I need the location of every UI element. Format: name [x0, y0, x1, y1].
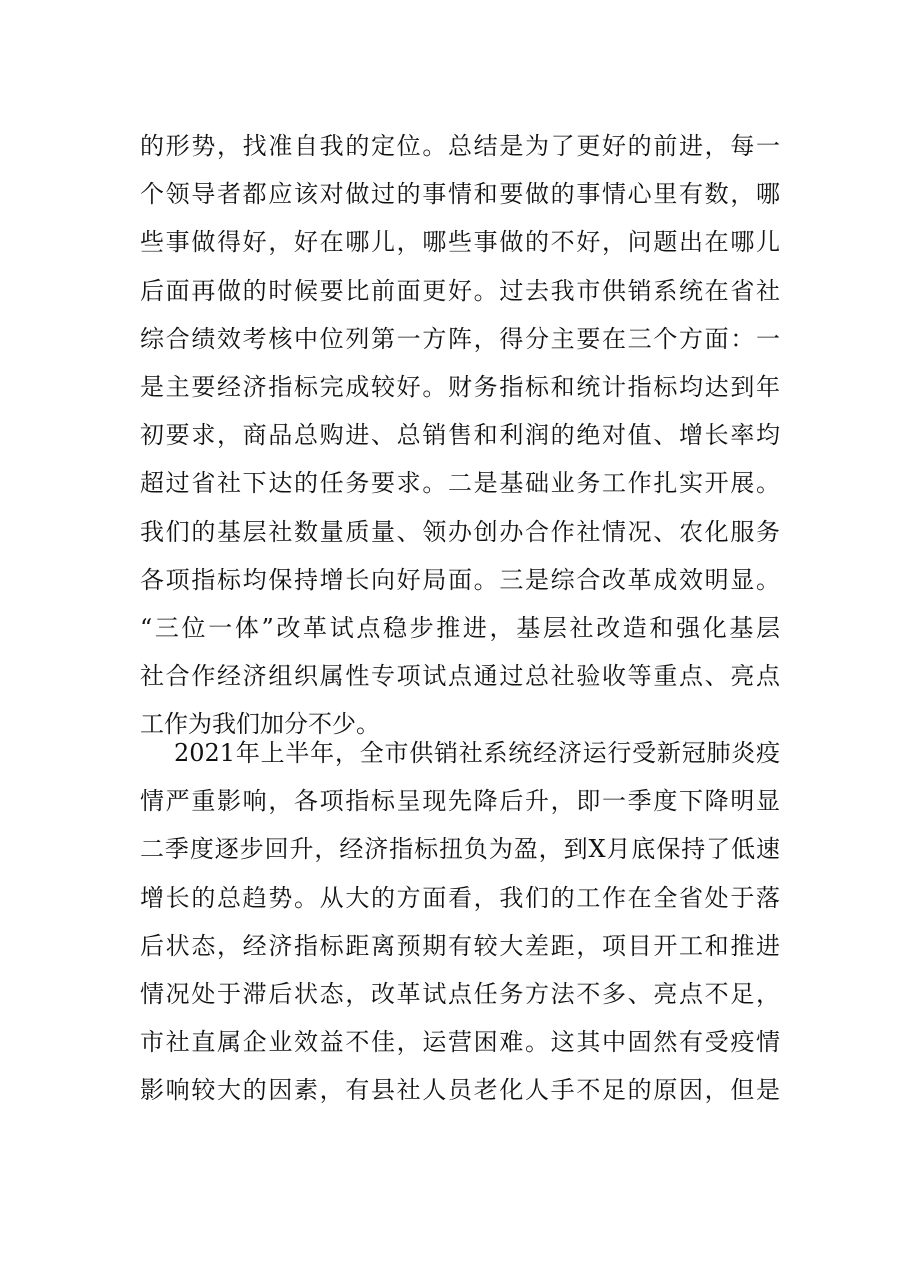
text-line: 工作为我们加分不少。 — [140, 710, 380, 739]
text-line: 市社直属企业效益不佳，运营困难。这其中固然有受疫情 — [140, 1028, 780, 1057]
text-line: 是主要经济指标完成较好。财务指标和统计指标均达到年 — [140, 372, 780, 401]
text-line: 2021年上半年，全市供销社系统经济运行受新冠肺炎疫 — [174, 739, 780, 767]
paragraph-2 — [140, 729, 780, 1115]
text-line: 社合作经济组织属性专项试点通过总社验收等重点、亮点 — [140, 662, 780, 691]
text-line: 影响较大的因素，有县社人员老化人手不足的原因，但是 — [140, 1076, 780, 1105]
text-line: 综合绩效考核中位列第一方阵，得分主要在三个方面：一 — [140, 324, 780, 353]
text-line: 超过省社下达的任务要求。二是基础业务工作扎实开展。 — [140, 469, 780, 498]
paragraph-1 — [140, 122, 780, 748]
text-line: 我们的基层社数量质量、领办创办合作社情况、农化服务 — [140, 517, 780, 546]
text-line: 个领导者都应该对做过的事情和要做的事情心里有数，哪 — [140, 180, 780, 209]
text-line: 各项指标均保持增长向好局面。三是综合改革成效明显。 — [140, 565, 780, 594]
text-line: 后面再做的时候要比前面更好。过去我市供销系统在省社 — [140, 276, 780, 305]
text-line: 增长的总趋势。从大的方面看，我们的工作在全省处于落 — [140, 883, 780, 912]
text-line: 情严重影响，各项指标呈现先降后升，即一季度下降明显 — [140, 787, 780, 816]
text-line: 初要求，商品总购进、总销售和利润的绝对值、增长率均 — [140, 421, 780, 450]
text-line: 的形势，找准自我的定位。总结是为了更好的前进，每一 — [140, 132, 780, 160]
text-line: “三位一体”改革试点稳步推进，基层社改造和强化基层 — [140, 613, 780, 642]
text-line: 二季度逐步回升，经济指标扭负为盈，到X月底保持了低速 — [140, 835, 780, 864]
text-line: 后状态，经济指标距离预期有较大差距，项目开工和推进 — [140, 931, 780, 960]
text-line: 情况处于滞后状态，改革试点任务方法不多、亮点不足， — [140, 979, 780, 1008]
text-line: 些事做得好，好在哪儿，哪些事做的不好，问题出在哪儿 — [140, 228, 780, 257]
